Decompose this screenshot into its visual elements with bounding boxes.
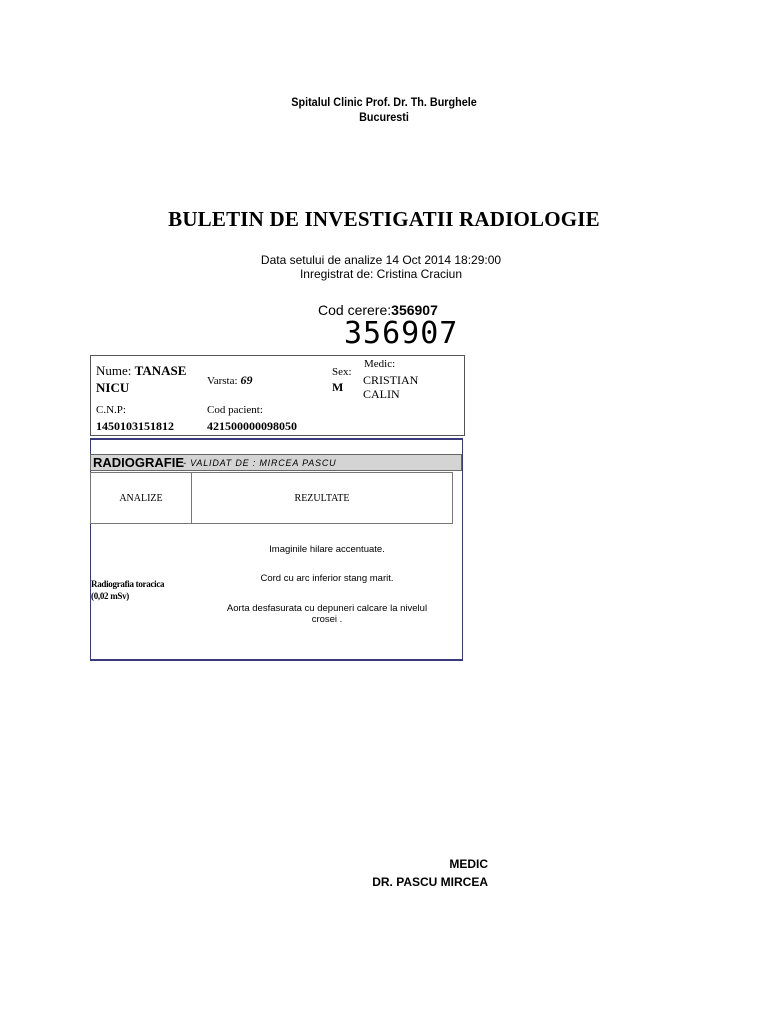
patient-code-value: 421500000098050	[207, 419, 297, 433]
barcode-text: 356907	[344, 316, 459, 351]
patient-name-label: Nume:	[96, 363, 132, 378]
document-title: BULETIN DE INVESTIGATII RADIOLOGIE	[168, 207, 600, 231]
medic-name-line1: CRISTIAN	[363, 373, 419, 387]
analysis-date: Data setului de analize 14 Oct 2014 18:29:00	[260, 253, 502, 267]
medic-name-line2: CALIN	[363, 387, 400, 401]
signature-name: DR. PASCU MIRCEA	[372, 875, 488, 889]
patient-sex: M	[332, 380, 344, 394]
result-line: Imaginile hilare accentuate.	[269, 544, 385, 555]
result-line: Aorta desfasurata cu depuneri calcare la nivelul	[226, 603, 428, 614]
validated-by: - VALIDAT DE : MIRCEA PASCU	[183, 458, 337, 468]
analysis-name-line1: Radiografia toracica	[91, 579, 165, 589]
registered-by: Inregistrat de: Cristina Craciun	[299, 267, 463, 281]
section-title: RADIOGRAFIE	[93, 455, 184, 470]
analysis-name	[91, 578, 164, 602]
hospital-name: Spitalul Clinic Prof. Dr. Th. Burghele	[291, 95, 477, 109]
patient-name-first: TANASE	[134, 363, 187, 378]
patient-age-label: Varsta:	[207, 375, 238, 387]
request-code-label: Cod cerere:	[318, 302, 392, 318]
patient-name-second: NICU	[96, 380, 130, 395]
result-line: Cord cu arc inferior stang marit.	[260, 573, 394, 584]
patient-age: 69	[240, 373, 253, 387]
medic-label: Medic:	[364, 358, 396, 370]
signature-role: MEDIC	[449, 857, 488, 871]
analysis-dose: (0,02 mSv)	[91, 591, 129, 601]
hospital-city: Bucuresti	[359, 110, 409, 124]
column-header-analyses: ANALIZE	[90, 472, 192, 524]
patient-name-field	[96, 363, 186, 379]
cnp-value: 1450103151812	[96, 419, 174, 433]
result-line: crosei .	[311, 614, 343, 625]
column-header-results: REZULTATE	[191, 472, 453, 524]
request-code-value: 356907	[391, 302, 438, 318]
patient-sex-label: Sex:	[332, 366, 352, 378]
cnp-label: C.N.P:	[96, 404, 126, 416]
patient-code-label: Cod pacient:	[207, 404, 263, 416]
patient-age-field	[207, 373, 253, 388]
